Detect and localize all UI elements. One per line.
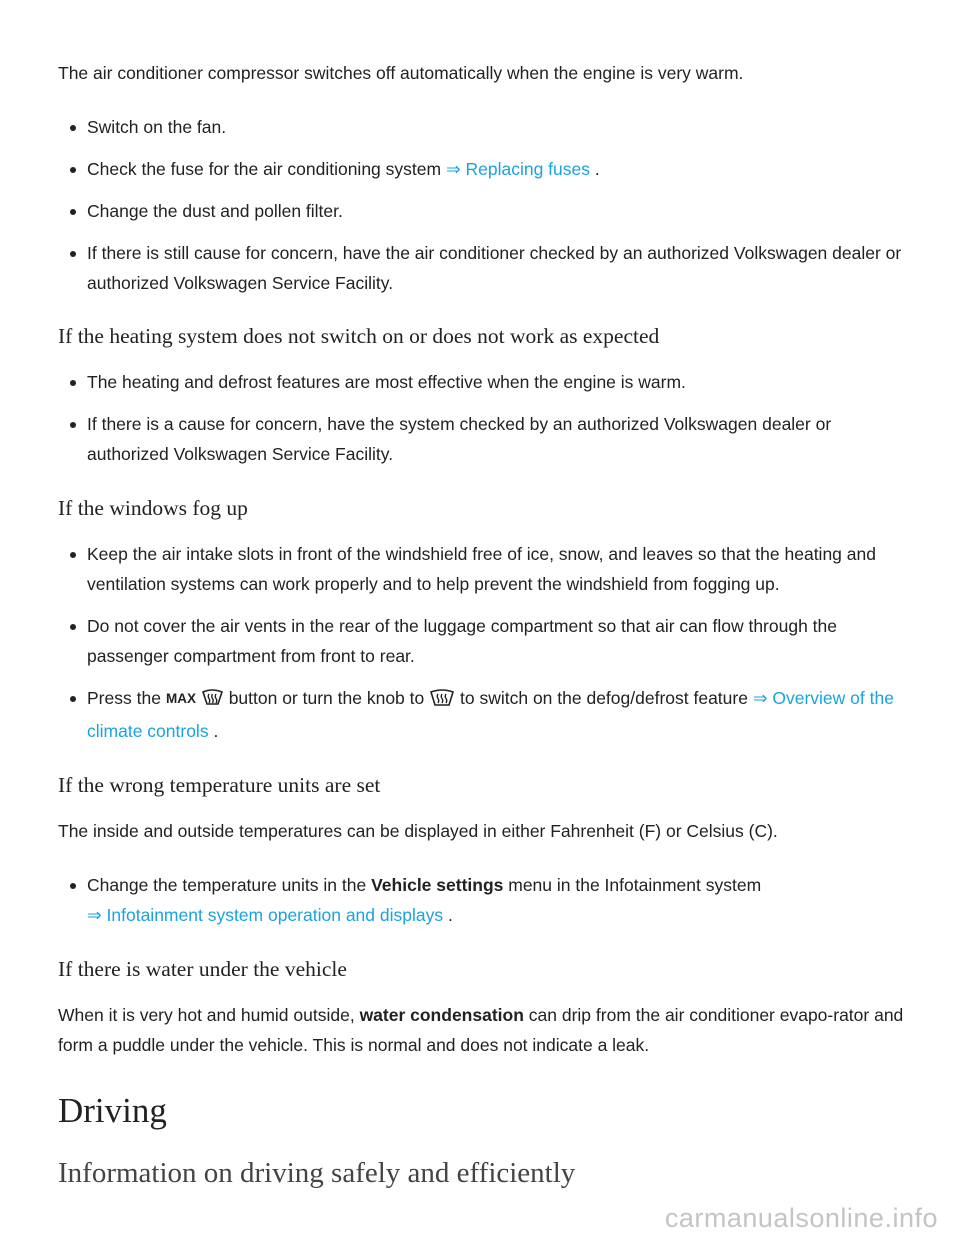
fog-heading: If the windows fog up [58,496,248,520]
list-item: Check the fuse for the air conditioning system ⇒ Replacing fuses . [58,154,908,184]
list-item: If there is still cause for concern, have the air conditioner checked by an authorized Volkswagen dealer or authorized Volkswagen Service Facility. [58,238,908,298]
svg-text:MAX: MAX [165,691,196,706]
overview-climate-controls-link[interactable]: ⇒ Overview of the climate controls [87,688,894,741]
heating-heading: If the heating system does not switch on or does not work as expected [58,324,660,348]
windshield-defrost-icon [429,686,455,716]
replacing-fuses-link[interactable]: ⇒ Replacing fuses [445,159,590,179]
infotainment-operation-link[interactable]: ⇒ Infotainment system operation and displays [87,905,444,925]
list-item: Change the dust and pollen filter. [58,196,908,226]
max-defrost-icon [166,686,224,716]
fog-list [58,539,908,746]
list-item: If there is a cause for concern, have the system checked by an authorized Volkswagen dealer or authorized Volkswagen Service Facility. [58,409,908,469]
compressor-note: The air conditioner compressor switches off automatically when the engine is very warm. [58,63,744,83]
ac-checklist [58,112,908,298]
units-list [58,870,908,930]
list-item: Press the MAX button or turn the knob to to switch on the defog/defrost feature ⇒ Overview of the climate controls . [58,683,908,746]
site-watermark: carmanualsonline.info [664,1203,938,1233]
driving-chapter-title: Driving [58,1091,167,1130]
units-heading: If the wrong temperature units are set [58,773,381,797]
manual-page [58,58,908,1192]
list-item: Keep the air intake slots in front of the windshield free of ice, snow, and leaves so that the heating and ventilation systems can work properly and to help prevent the windshield from fogging up. [58,539,908,599]
list-item: Do not cover the air vents in the rear of the luggage compartment so that air can flow through the passenger compartment from front to rear. [58,611,908,671]
list-item: Change the temperature units in the Vehicle settings menu in the Infotainment system ⇒ Infotainment system operation and displays . [58,870,908,930]
list-item: The heating and defrost features are most effective when the engine is warm. [58,367,908,397]
heating-list [58,367,908,469]
list-item: Switch on the fan. [58,112,908,142]
water-heading: If there is water under the vehicle [58,957,347,981]
driving-section-title: Information on driving safely and efficiently [58,1157,576,1189]
units-intro: The inside and outside temperatures can be displayed in either Fahrenheit (F) or Celsius (C). [58,821,778,841]
water-text: When it is very hot and humid outside, water condensation can drip from the air conditioner evapo-rator and form a puddle under the vehicle. This is normal and does not indicate a leak. [58,1005,904,1055]
